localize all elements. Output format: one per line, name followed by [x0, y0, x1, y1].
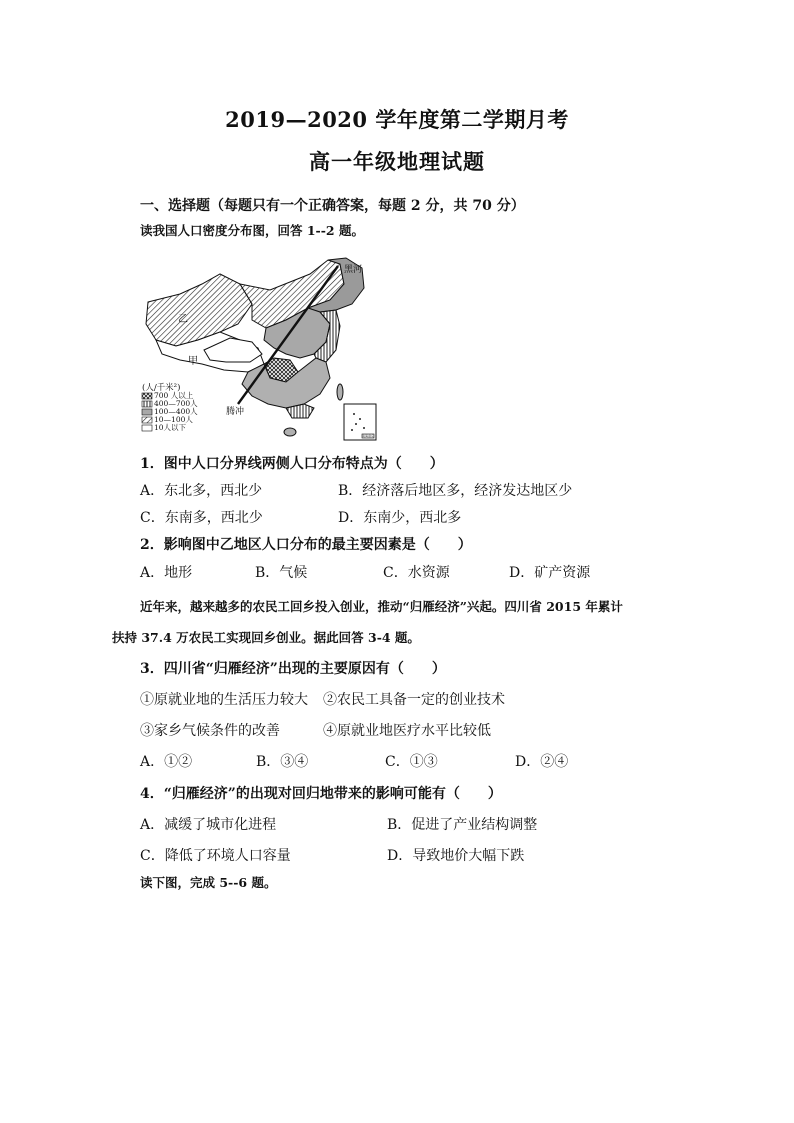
question-4-option-b: B．促进了产业结构调整 — [387, 817, 538, 833]
question-2-option-a: A．地形 — [140, 565, 193, 581]
section-intro: 读我国人口密度分布图，回答 1--2 题。 — [140, 223, 364, 238]
question-1-stem: 1．图中人口分界线两侧人口分布特点为（ ） — [140, 456, 444, 472]
map-legend-item: 700 人以上 — [154, 391, 194, 400]
question-3-option-b: B．③④ — [256, 754, 309, 770]
passage-line-2: 扶持 37.4 万农民工实现回乡创业。据此回答 3-4 题。 — [112, 630, 420, 645]
map-legend-item: 100—400人 — [154, 407, 198, 416]
question-4-stem: 4．“归雁经济”的出现对回归地带来的影响可能有（ ） — [140, 786, 502, 802]
map-label-heihe: 黑河 — [344, 265, 363, 275]
page-title: 2019—2020 学年度第二学期月考 — [225, 107, 569, 132]
question-4-option-d: D．导致地价大幅下跌 — [387, 848, 525, 864]
question-4-option-c: C．降低了环境人口容量 — [140, 848, 291, 864]
question-3-option-a: A．①② — [140, 754, 193, 770]
section-heading: 一、选择题（每题只有一个正确答案，每题 2 分，共 70 分） — [140, 198, 525, 214]
question-4-option-a: A．减缓了城市化进程 — [140, 817, 277, 833]
question-3-statement-2: ②农民工具备一定的创业技术 — [323, 692, 505, 708]
map-label-tengchong: 腾冲 — [226, 407, 245, 417]
map-label-yi: 乙 — [178, 314, 188, 325]
map-legend-item: 10—100人 — [154, 415, 193, 424]
map-legend-item: 10人以下 — [154, 423, 187, 432]
question-3-option-c: C．①③ — [385, 754, 438, 770]
question-3-statement-3: ③家乡气候条件的改善 — [140, 723, 280, 739]
map-legend-title: (人/千米²) — [142, 383, 181, 393]
passage-line-1: 近年来，越来越多的农民工回乡投入创业，推动“归雁经济”兴起。四川省 2015 年累计 — [140, 599, 623, 614]
next-section-intro: 读下图，完成 5--6 题。 — [140, 875, 277, 890]
question-2-option-d: D．矿产资源 — [509, 565, 591, 581]
question-1-option-c: C．东南多，西北少 — [140, 510, 263, 526]
question-1-option-d: D．东南少，西北多 — [338, 510, 462, 526]
question-2-option-c: C．水资源 — [383, 565, 450, 581]
question-1-option-a: A．东北多，西北少 — [140, 483, 263, 499]
map-legend-item: 400—700人 — [154, 399, 198, 408]
question-3-stem: 3．四川省“归雁经济”出现的主要原因有（ ） — [140, 661, 446, 677]
question-2-stem: 2．影响图中乙地区人口分布的最主要因素是（ ） — [140, 537, 472, 553]
question-3-option-d: D．②④ — [515, 754, 569, 770]
question-3-statement-1: ①原就业地的生活压力较大 — [140, 692, 308, 708]
question-2-option-b: B．气候 — [255, 565, 308, 581]
population-density-map — [140, 254, 380, 444]
question-1-option-b: B．经济落后地区多，经济发达地区少 — [338, 483, 573, 499]
question-3-statement-4: ④原就业地医疗水平比较低 — [323, 723, 491, 739]
map-inset-label: 南海诸岛 — [362, 434, 375, 438]
map-label-jia: 甲 — [188, 356, 198, 367]
page-subtitle: 高一年级地理试题 — [309, 149, 485, 174]
